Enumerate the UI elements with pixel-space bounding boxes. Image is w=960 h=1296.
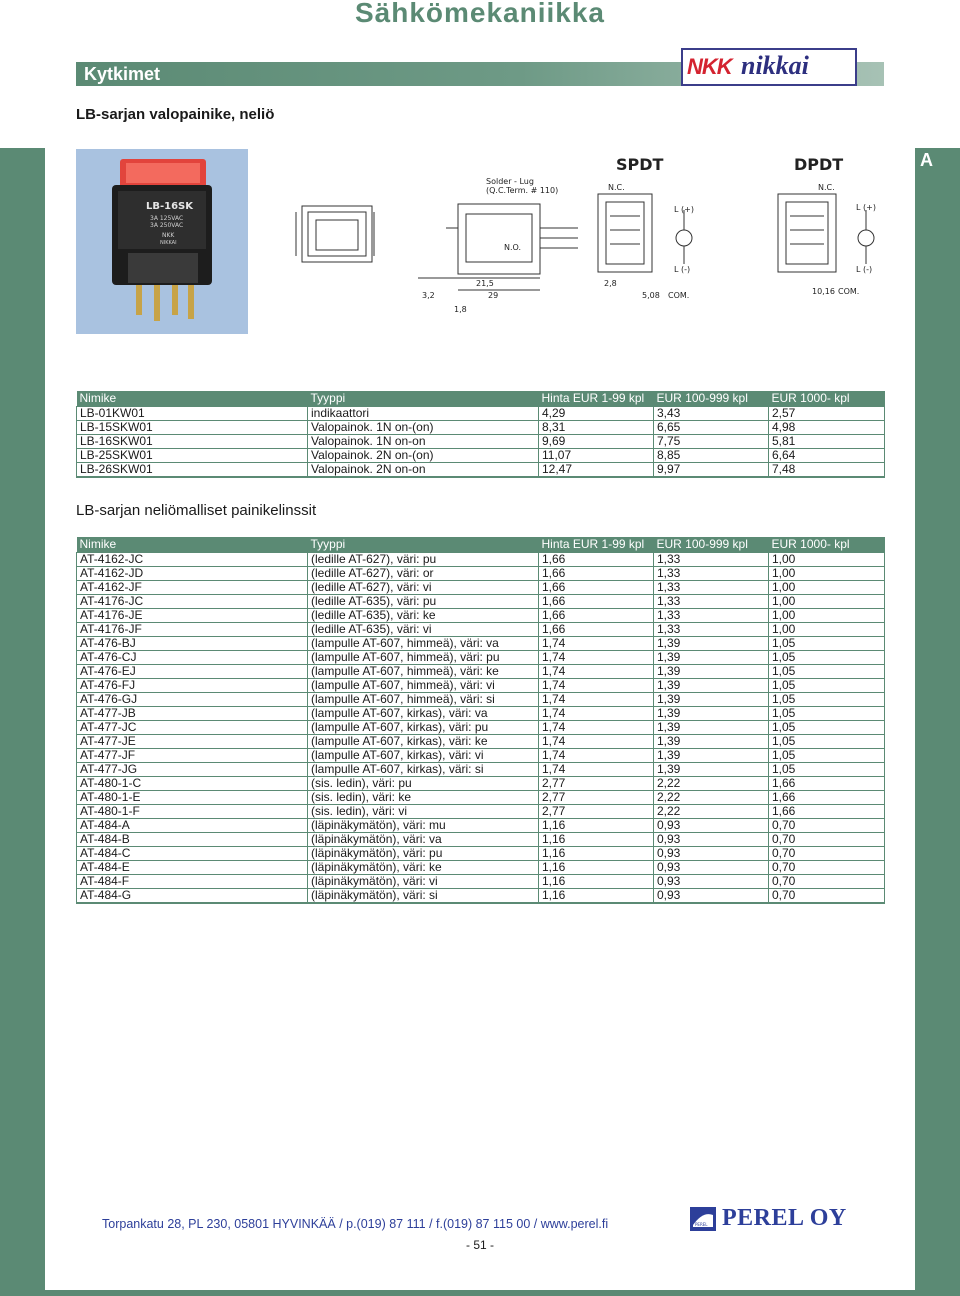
- cell-price-100: 1,33: [654, 609, 769, 623]
- table-row: [77, 805, 885, 819]
- cell-nimike: AT-484-B: [77, 833, 308, 847]
- cell-nimike: LB-25SKW01: [77, 449, 308, 463]
- dim-21-5: 21,5: [476, 279, 494, 288]
- cell-nimike: AT-480-1-F: [77, 805, 308, 819]
- table-row: [77, 791, 885, 805]
- cell-nimike: AT-476-EJ: [77, 665, 308, 679]
- cell-nimike: AT-4162-JC: [77, 553, 308, 567]
- cell-price-1: 1,16: [539, 889, 654, 904]
- col-header-price-100: EUR 100-999 kpl: [654, 391, 769, 407]
- nkk-nikkai-logo: [681, 48, 857, 86]
- cell-price-1: 2,77: [539, 791, 654, 805]
- perel-logo-text: PEREL OY: [722, 1205, 847, 1231]
- cell-price-1000: 0,70: [769, 847, 885, 861]
- table-row: [77, 693, 885, 707]
- cell-price-1000: 1,66: [769, 777, 885, 791]
- table-row: [77, 665, 885, 679]
- photo-label-nikkai: NIKKAI: [160, 240, 177, 246]
- table-row: [77, 833, 885, 847]
- cell-price-1: 1,66: [539, 581, 654, 595]
- cell-tyyppi: (ledille AT-635), väri: vi: [308, 623, 539, 637]
- cell-price-1: 1,16: [539, 833, 654, 847]
- cell-price-1: 4,29: [539, 407, 654, 421]
- cell-price-100: 2,22: [654, 791, 769, 805]
- table-row: [77, 763, 885, 777]
- cell-price-1000: 1,66: [769, 791, 885, 805]
- solder-lug-label: Solder - Lug: [486, 177, 534, 186]
- cell-nimike: LB-26SKW01: [77, 463, 308, 478]
- dpdt-l-minus: L (-): [856, 265, 873, 274]
- cell-price-1: 8,31: [539, 421, 654, 435]
- cell-price-1: 1,66: [539, 595, 654, 609]
- cell-price-1000: 1,05: [769, 637, 885, 651]
- table-row: [77, 889, 885, 904]
- section2-heading: LB-sarjan neliömalliset painikelinssit: [76, 502, 317, 519]
- dim-1-8: 1,8: [454, 305, 467, 314]
- table-row: [77, 819, 885, 833]
- section1-heading: LB-sarjan valopainike, neliö: [76, 106, 275, 123]
- cell-price-1: 11,07: [539, 449, 654, 463]
- cell-nimike: AT-484-E: [77, 861, 308, 875]
- cell-tyyppi: Valopainok. 1N on-on: [308, 435, 539, 449]
- cell-price-1000: 1,00: [769, 595, 885, 609]
- cell-price-1000: 1,00: [769, 553, 885, 567]
- cell-price-1: 2,77: [539, 805, 654, 819]
- cell-nimike: AT-476-GJ: [77, 693, 308, 707]
- cell-price-1000: 1,05: [769, 763, 885, 777]
- cell-price-1000: 1,66: [769, 805, 885, 819]
- photo-label-nkk: NKK: [162, 232, 175, 239]
- cell-price-1: 1,16: [539, 875, 654, 889]
- dpdt-com-label: COM.: [838, 287, 860, 296]
- cell-nimike: AT-477-JC: [77, 721, 308, 735]
- no-label: N.O.: [504, 243, 522, 252]
- col-header-nimike: Nimike: [77, 537, 308, 553]
- cell-nimike: AT-484-G: [77, 889, 308, 904]
- cell-price-100: 1,33: [654, 595, 769, 609]
- cell-tyyppi: (lampulle AT-607, kirkas), väri: vi: [308, 749, 539, 763]
- qc-term-label: (Q.C.Term. # 110): [486, 186, 559, 195]
- cell-tyyppi: (läpinäkymätön), väri: si: [308, 889, 539, 904]
- cell-price-100: 1,33: [654, 623, 769, 637]
- cell-tyyppi: (sis. ledin), väri: ke: [308, 791, 539, 805]
- cell-price-100: 2,22: [654, 777, 769, 791]
- cell-tyyppi: (ledille AT-627), väri: pu: [308, 553, 539, 567]
- table-row: [77, 595, 885, 609]
- cell-nimike: AT-476-CJ: [77, 651, 308, 665]
- cell-tyyppi: (lampulle AT-607, himmeä), väri: vi: [308, 679, 539, 693]
- cell-tyyppi: indikaattori: [308, 407, 539, 421]
- cell-nimike: AT-4176-JC: [77, 595, 308, 609]
- cell-tyyppi: (lampulle AT-607, himmeä), väri: ke: [308, 665, 539, 679]
- cell-price-1: 1,16: [539, 861, 654, 875]
- cell-price-100: 1,33: [654, 567, 769, 581]
- table-row: [77, 623, 885, 637]
- cell-price-100: 7,75: [654, 435, 769, 449]
- dim-29: 29: [488, 291, 499, 300]
- cell-price-1000: 4,98: [769, 421, 885, 435]
- spdt-nc-label: N.C.: [608, 183, 625, 192]
- cell-nimike: LB-01KW01: [77, 407, 308, 421]
- cell-price-1: 1,74: [539, 735, 654, 749]
- cell-tyyppi: (lampulle AT-607, himmeä), väri: si: [308, 693, 539, 707]
- cell-nimike: AT-484-C: [77, 847, 308, 861]
- cell-price-100: 1,39: [654, 721, 769, 735]
- dim-5-08: 5,08: [642, 291, 660, 300]
- cell-price-1: 9,69: [539, 435, 654, 449]
- table-row: [77, 449, 885, 463]
- photo-label-rating2: 3A 250VAC: [150, 222, 184, 229]
- cell-nimike: AT-476-FJ: [77, 679, 308, 693]
- cell-price-1000: 1,05: [769, 735, 885, 749]
- cell-nimike: AT-477-JF: [77, 749, 308, 763]
- cell-price-100: 0,93: [654, 833, 769, 847]
- cell-price-1: 1,74: [539, 665, 654, 679]
- technical-drawing: [278, 150, 888, 322]
- cell-tyyppi: (lampulle AT-607, himmeä), väri: pu: [308, 651, 539, 665]
- cell-tyyppi: (lampulle AT-607, kirkas), väri: ke: [308, 735, 539, 749]
- cell-price-1000: 1,00: [769, 609, 885, 623]
- dpdt-nc-label: N.C.: [818, 183, 835, 192]
- cell-tyyppi: (ledille AT-635), väri: ke: [308, 609, 539, 623]
- photo-label-model: LB-16SK: [146, 201, 194, 212]
- cell-price-1000: 2,57: [769, 407, 885, 421]
- lens-price-table: [76, 537, 885, 904]
- table-row: [77, 553, 885, 567]
- col-header-tyyppi: Tyyppi: [308, 537, 539, 553]
- cell-price-1: 1,74: [539, 693, 654, 707]
- dim-10-16: 10,16: [812, 287, 835, 296]
- cell-nimike: AT-4176-JE: [77, 609, 308, 623]
- cell-price-1: 1,74: [539, 637, 654, 651]
- cell-price-1000: 1,05: [769, 693, 885, 707]
- spdt-com-label: COM.: [668, 291, 690, 300]
- cell-price-1: 2,77: [539, 777, 654, 791]
- cell-price-100: 2,22: [654, 805, 769, 819]
- table-row: [77, 707, 885, 721]
- perel-logo: [690, 1205, 855, 1235]
- col-header-price-1000: EUR 1000- kpl: [769, 391, 885, 407]
- cell-nimike: LB-15SKW01: [77, 421, 308, 435]
- cell-price-100: 0,93: [654, 861, 769, 875]
- cell-price-1000: 1,05: [769, 651, 885, 665]
- cell-tyyppi: Valopainok. 1N on-(on): [308, 421, 539, 435]
- cell-tyyppi: (läpinäkymätön), väri: ke: [308, 861, 539, 875]
- cell-tyyppi: (ledille AT-627), väri: vi: [308, 581, 539, 595]
- cell-nimike: AT-4162-JF: [77, 581, 308, 595]
- col-header-nimike: Nimike: [77, 391, 308, 407]
- footer-address: Torpankatu 28, PL 230, 05801 HYVINKÄÄ / p.(019) 87 111 / f.(019) 87 115 00 / www.perel.fi: [102, 1217, 609, 1231]
- cell-price-1: 12,47: [539, 463, 654, 478]
- cell-price-1000: 0,70: [769, 819, 885, 833]
- cell-nimike: AT-477-JE: [77, 735, 308, 749]
- cell-price-1000: 1,05: [769, 707, 885, 721]
- cell-tyyppi: (sis. ledin), väri: vi: [308, 805, 539, 819]
- col-header-price-1: Hinta EUR 1-99 kpl: [539, 391, 654, 407]
- cell-price-1: 1,66: [539, 553, 654, 567]
- cell-price-1: 1,74: [539, 707, 654, 721]
- cell-price-100: 1,33: [654, 581, 769, 595]
- col-header-tyyppi: Tyyppi: [308, 391, 539, 407]
- cell-tyyppi: (läpinäkymätön), väri: pu: [308, 847, 539, 861]
- cell-price-1000: 1,00: [769, 581, 885, 595]
- cell-price-100: 3,43: [654, 407, 769, 421]
- cell-price-100: 6,65: [654, 421, 769, 435]
- perel-logo-icon: [690, 1207, 716, 1231]
- cell-nimike: AT-484-A: [77, 819, 308, 833]
- cell-price-1000: 5,81: [769, 435, 885, 449]
- cell-price-1: 1,74: [539, 679, 654, 693]
- cell-price-1: 1,74: [539, 651, 654, 665]
- cell-price-100: 1,39: [654, 735, 769, 749]
- cell-price-100: 1,39: [654, 763, 769, 777]
- section-label: Kytkimet: [84, 64, 161, 84]
- table-row: [77, 875, 885, 889]
- product-photo: [76, 149, 248, 334]
- cell-tyyppi: Valopainok. 2N on-(on): [308, 449, 539, 463]
- cell-price-1000: 1,05: [769, 721, 885, 735]
- cell-price-1: 1,16: [539, 847, 654, 861]
- cell-nimike: AT-480-1-C: [77, 777, 308, 791]
- cell-price-1000: 6,64: [769, 449, 885, 463]
- cell-price-1000: 1,05: [769, 679, 885, 693]
- dpdt-l-plus: L (+): [856, 203, 876, 212]
- cell-price-100: 1,39: [654, 693, 769, 707]
- cell-tyyppi: Valopainok. 2N on-on: [308, 463, 539, 478]
- cell-price-1000: 7,48: [769, 463, 885, 478]
- cell-nimike: AT-4162-JD: [77, 567, 308, 581]
- table-row: [77, 679, 885, 693]
- table-row: [77, 777, 885, 791]
- cell-price-100: 0,93: [654, 819, 769, 833]
- cell-price-1: 1,66: [539, 609, 654, 623]
- cell-nimike: AT-484-F: [77, 875, 308, 889]
- cell-price-1000: 0,70: [769, 875, 885, 889]
- cell-price-100: 9,97: [654, 463, 769, 478]
- table-row: [77, 567, 885, 581]
- cell-tyyppi: (ledille AT-627), väri: or: [308, 567, 539, 581]
- page-number: - 51 -: [465, 1238, 494, 1252]
- table-row: [77, 581, 885, 595]
- table-row: [77, 421, 885, 435]
- spdt-l-minus: L (-): [674, 265, 691, 274]
- cell-tyyppi: (ledille AT-635), väri: pu: [308, 595, 539, 609]
- cell-tyyppi: (lampulle AT-607, kirkas), väri: pu: [308, 721, 539, 735]
- table-row: [77, 749, 885, 763]
- table-row: [77, 637, 885, 651]
- logo-nkk-mark: NKK: [687, 54, 732, 79]
- cell-tyyppi: (läpinäkymätön), väri: mu: [308, 819, 539, 833]
- cell-price-100: 1,39: [654, 679, 769, 693]
- cell-nimike: LB-16SKW01: [77, 435, 308, 449]
- table-row: [77, 735, 885, 749]
- switch-price-table: [76, 391, 885, 478]
- cell-tyyppi: (lampulle AT-607, kirkas), väri: va: [308, 707, 539, 721]
- spdt-label: SPDT: [616, 155, 664, 174]
- cell-price-1000: 0,70: [769, 889, 885, 904]
- dpdt-label: DPDT: [794, 155, 844, 174]
- dim-2-8: 2,8: [604, 279, 617, 288]
- cell-price-100: 1,39: [654, 637, 769, 651]
- table-row: [77, 721, 885, 735]
- cell-price-100: 0,93: [654, 875, 769, 889]
- table-row: [77, 861, 885, 875]
- table-row: [77, 609, 885, 623]
- dim-3-2: 3,2: [422, 291, 435, 300]
- perel-logo-icon-text: PEREL: [695, 1222, 708, 1227]
- cell-nimike: AT-480-1-E: [77, 791, 308, 805]
- cell-price-100: 1,39: [654, 707, 769, 721]
- col-header-price-1: Hinta EUR 1-99 kpl: [539, 537, 654, 553]
- cell-tyyppi: (sis. ledin), väri: pu: [308, 777, 539, 791]
- table-row: [77, 463, 885, 478]
- cell-price-1000: 1,05: [769, 749, 885, 763]
- cell-price-1000: 0,70: [769, 833, 885, 847]
- col-header-price-100: EUR 100-999 kpl: [654, 537, 769, 553]
- logo-nikkai-wordmark: nikkai: [741, 51, 809, 80]
- table-row: [77, 847, 885, 861]
- spdt-l-plus: L (+): [674, 205, 694, 214]
- cell-price-100: 1,39: [654, 749, 769, 763]
- cell-price-1: 1,74: [539, 749, 654, 763]
- cell-price-100: 1,33: [654, 553, 769, 567]
- cell-nimike: AT-477-JG: [77, 763, 308, 777]
- photo-label-rating1: 3A 125VAC: [150, 215, 184, 222]
- cell-price-1: 1,66: [539, 567, 654, 581]
- table-row: [77, 407, 885, 421]
- cell-price-1: 1,74: [539, 721, 654, 735]
- cell-price-100: 0,93: [654, 847, 769, 861]
- page-title: Sähkömekaniikka: [354, 0, 606, 28]
- col-header-price-1000: EUR 1000- kpl: [769, 537, 885, 553]
- cell-tyyppi: (läpinäkymätön), väri: vi: [308, 875, 539, 889]
- cell-price-1000: 0,70: [769, 861, 885, 875]
- cell-price-100: 0,93: [654, 889, 769, 904]
- cell-price-1000: 1,00: [769, 623, 885, 637]
- cell-nimike: AT-477-JB: [77, 707, 308, 721]
- cell-price-1: 1,66: [539, 623, 654, 637]
- cell-price-1: 1,74: [539, 763, 654, 777]
- cell-tyyppi: (läpinäkymätön), väri: va: [308, 833, 539, 847]
- cell-nimike: AT-476-BJ: [77, 637, 308, 651]
- cell-nimike: AT-4176-JF: [77, 623, 308, 637]
- table-row: [77, 435, 885, 449]
- cell-tyyppi: (lampulle AT-607, himmeä), väri: va: [308, 637, 539, 651]
- cell-tyyppi: (lampulle AT-607, kirkas), väri: si: [308, 763, 539, 777]
- cell-price-1000: 1,00: [769, 567, 885, 581]
- side-tab-letter: A: [920, 150, 933, 170]
- cell-price-100: 8,85: [654, 449, 769, 463]
- cell-price-100: 1,39: [654, 665, 769, 679]
- table-row: [77, 651, 885, 665]
- cell-price-100: 1,39: [654, 651, 769, 665]
- cell-price-1: 1,16: [539, 819, 654, 833]
- cell-price-1000: 1,05: [769, 665, 885, 679]
